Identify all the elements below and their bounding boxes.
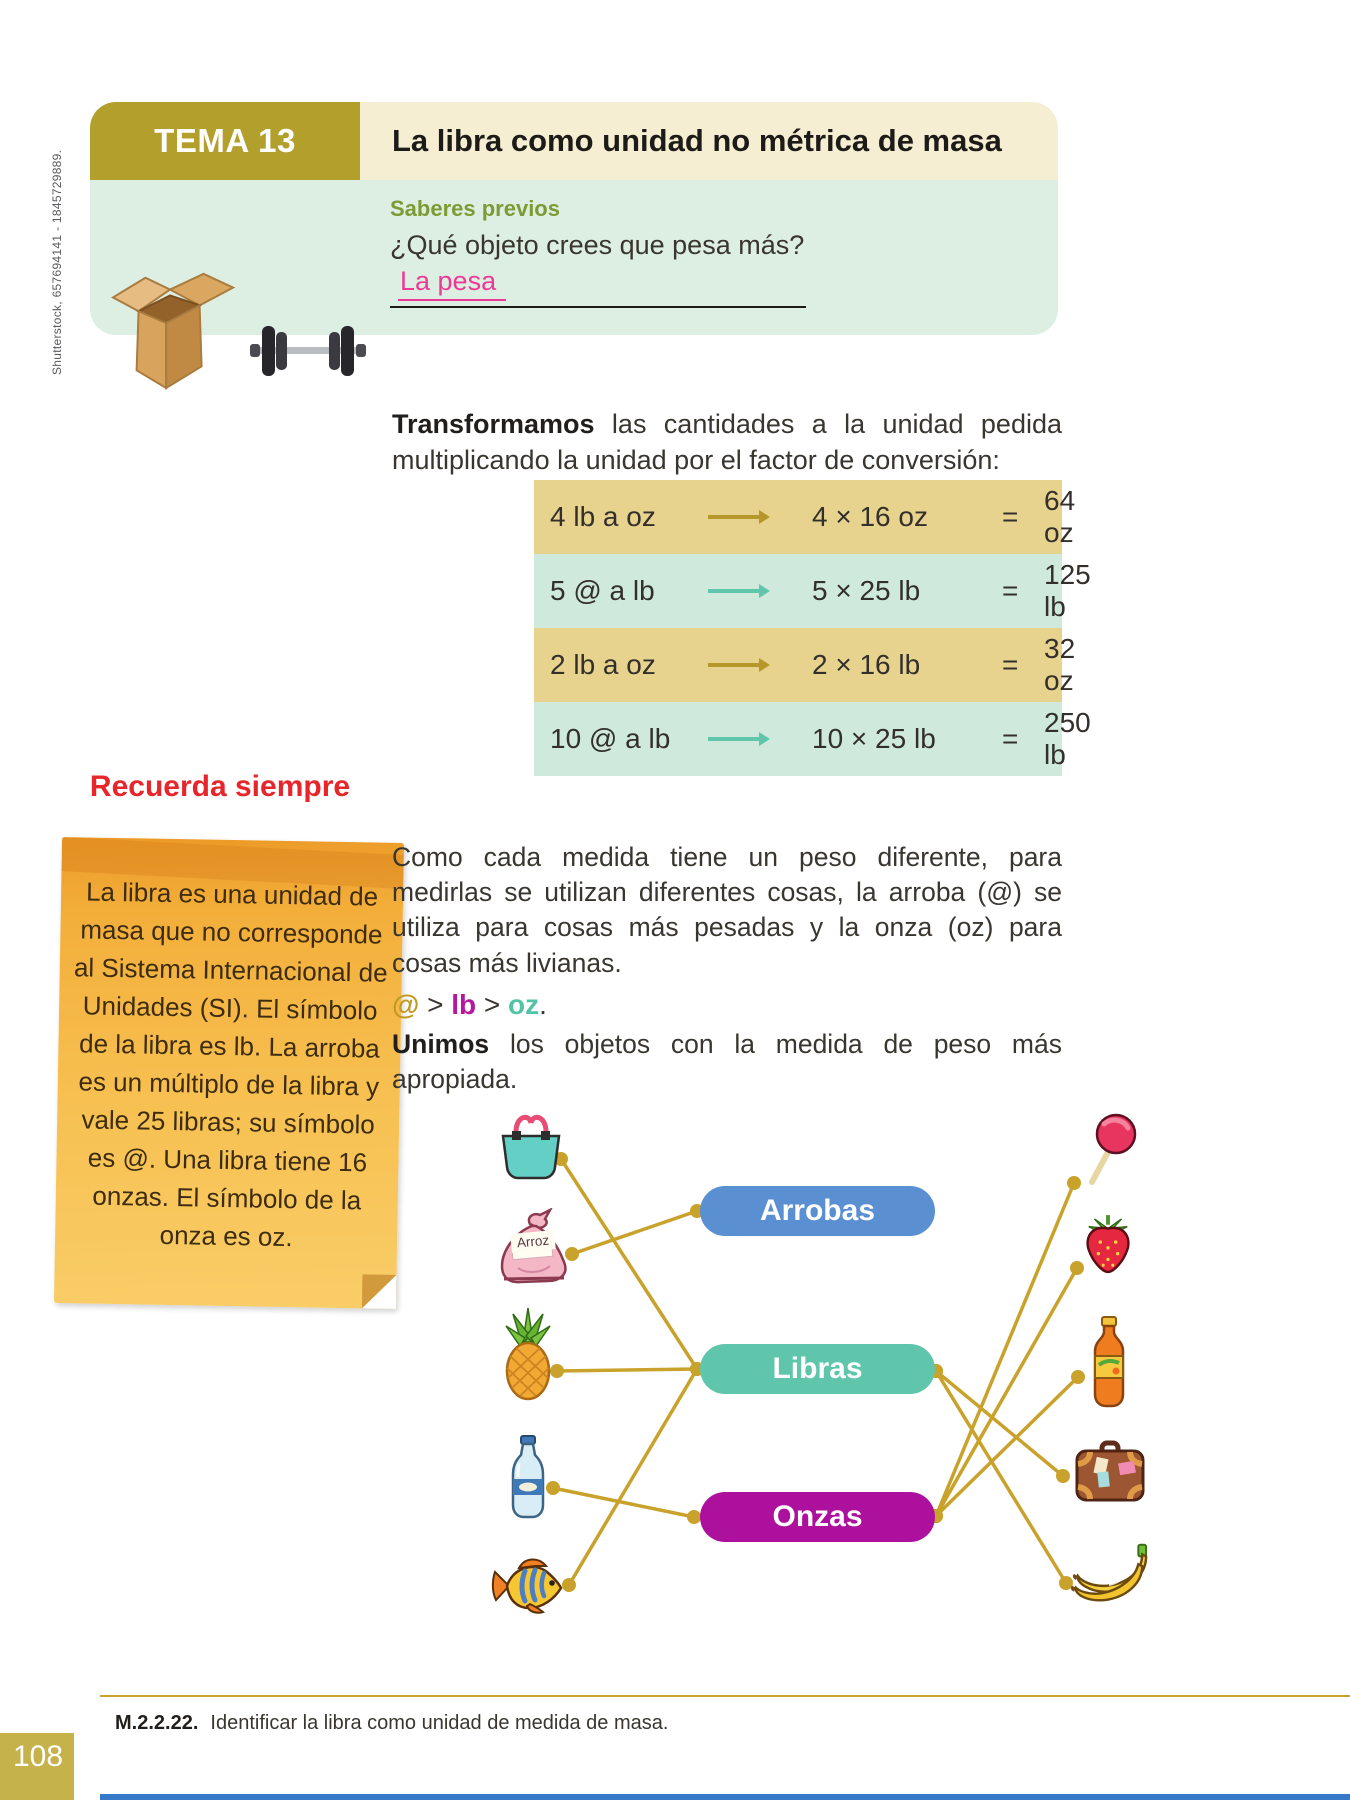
unimos-paragraph: [392, 1027, 1062, 1097]
sack-label: Arroz: [510, 1230, 555, 1253]
pill-libras[interactable]: [700, 1344, 935, 1394]
conversion-row: [534, 628, 1076, 702]
pineapple-icon[interactable]: [504, 1306, 552, 1407]
fish-icon[interactable]: [491, 1554, 567, 1621]
strawberry-icon[interactable]: [1081, 1212, 1135, 1281]
conversion-row: [534, 702, 1091, 776]
prior-knowledge-question: ¿Qué objeto crees que pesa más?: [390, 230, 805, 260]
conversion-expression: 10 × 25 lb: [812, 723, 936, 754]
unimos-keyword: Unimos: [392, 1028, 490, 1059]
tema-tab: [90, 102, 360, 180]
dumbbell-icon: [248, 320, 368, 382]
pill-onzas-label: Onzas: [772, 1500, 863, 1533]
conversion-from: 4 lb a oz: [550, 501, 656, 532]
conversion-row: [534, 554, 1091, 628]
equals-sign: =: [1002, 649, 1019, 680]
unit-relation-line: [392, 989, 1062, 1021]
conversion-table: [534, 480, 1091, 776]
footer-rule: [100, 1695, 1350, 1697]
arrow-right-icon: [708, 737, 760, 741]
water-bottle-icon[interactable]: [510, 1435, 546, 1524]
transformamos-keyword: Transformamos: [392, 409, 595, 439]
conversion-expression: 2 × 16 lb: [812, 649, 921, 680]
saberes-previos-label: Saberes previos: [390, 196, 560, 221]
pill-libras-label: Libras: [772, 1352, 863, 1385]
page-title: La libra como unidad no métrica de masa: [392, 123, 1002, 158]
suitcase-icon[interactable]: [1075, 1440, 1145, 1507]
unimos-text: los objetos con la medida de peso más apropiada.: [392, 1028, 1062, 1095]
conversion-result: 250 lb: [1044, 707, 1091, 770]
arroba-symbol: @: [392, 988, 420, 1020]
recuerda-siempre-heading: Recuerda siempre: [89, 770, 351, 803]
sticky-note-text: La libra es una unidad de masa que no corresponde al Sistema Internacional de Unidades (SI). El símbolo de la libra es lb. La arroba es un múltiplo de la libra y vale 25 libras; su símbolo es @. Una libra tiene 16 onzas. El símbolo de la onza es oz.: [73, 876, 388, 1252]
page-number: 108: [13, 1740, 64, 1773]
arrow-right-icon: [708, 515, 760, 519]
curriculum-standard: [115, 1712, 668, 1735]
conversion-expression: 5 × 25 lb: [812, 575, 921, 606]
lollipop-icon[interactable]: [1078, 1112, 1140, 1191]
equals-sign: =: [1002, 575, 1019, 606]
photo-credit: Shutterstock, 657694141 - 1845729889.: [50, 149, 64, 375]
standard-description: Identificar la libra como unidad de medida de masa.: [210, 1712, 669, 1734]
arrow-right-icon: [708, 663, 760, 667]
greater-than: >: [419, 988, 452, 1020]
conversion-expression: 4 × 16 oz: [812, 501, 928, 532]
body-column: [392, 840, 1062, 1097]
conversion-row: [534, 480, 1076, 554]
answer-underline: [390, 306, 806, 308]
libra-symbol: lb: [451, 988, 477, 1020]
period: .: [539, 988, 547, 1020]
title-band: [360, 102, 1058, 180]
conversion-result: 64 oz: [1044, 485, 1076, 548]
matching-exercise: [0, 1090, 1350, 1670]
pill-arrobas-label: Arrobas: [759, 1194, 876, 1227]
bottom-accent-bar: [100, 1794, 1350, 1800]
bananas-icon[interactable]: [1070, 1542, 1150, 1613]
equals-sign: =: [1002, 501, 1019, 532]
arrow-right-icon: [708, 589, 760, 593]
conversion-from: 5 @ a lb: [550, 575, 655, 606]
conversion-result: 32 oz: [1044, 633, 1076, 696]
tema-label: TEMA 13: [154, 122, 296, 159]
conversion-from: 2 lb a oz: [550, 649, 656, 680]
pill-onzas[interactable]: [700, 1492, 935, 1542]
cardboard-box-icon: [100, 262, 250, 390]
transformamos-text: las cantidades a la unidad pedida multiplicando la unidad por el factor de conversión:: [392, 409, 1062, 476]
onza-symbol: oz: [508, 988, 540, 1020]
answer-field[interactable]: La pesa: [398, 266, 506, 301]
greater-than: >: [476, 988, 509, 1020]
explanation-paragraph: Como cada medida tiene un peso diferente, para medirlas se utilizan diferentes cosas, la arroba (@) se utiliza para cosas más pesadas y la onza (oz) para cosas más livianas.: [392, 842, 1062, 978]
lesson-header: [90, 102, 1058, 335]
header-art: [100, 262, 380, 402]
conversion-result: 125 lb: [1044, 559, 1091, 622]
equals-sign: =: [1002, 723, 1019, 754]
standard-code: M.2.2.22.: [115, 1712, 199, 1734]
soda-bottle-icon[interactable]: [1089, 1316, 1129, 1413]
pill-arrobas[interactable]: [700, 1186, 935, 1236]
handbag-icon[interactable]: [495, 1110, 567, 1187]
transformamos-paragraph: [392, 406, 1062, 478]
conversion-from: 10 @ a lb: [550, 723, 671, 754]
saberes-previos-card: [90, 180, 1058, 335]
page-number-badge: [0, 1733, 74, 1800]
